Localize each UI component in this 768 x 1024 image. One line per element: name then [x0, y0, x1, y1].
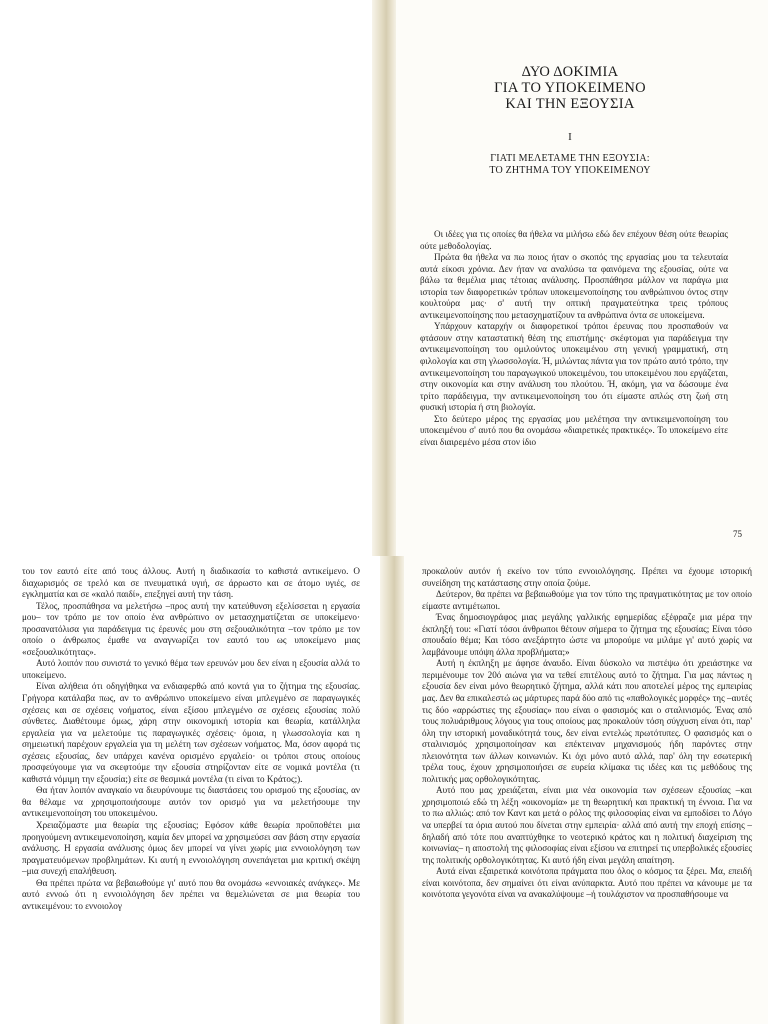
title-line: ΔΥΟ ΔΟΚΙΜΙΑ	[521, 64, 619, 80]
paragraph: Θα ήταν λοιπόν αναγκαίο να διευρύνουμε τις διαστάσεις του ορισμού της εξουσίας, αν θα θέλαμε να χρησιμοποιήσουμε αυτόν τον ορισμό για να μελετήσουμε την αντικειμενοποίηση του υποκειμένου.	[22, 785, 360, 819]
section-numeral: I	[568, 131, 572, 143]
paragraph: Είναι αλήθεια ότι οδηγήθηκα να ενδιαφερθώ από κοντά για το ζήτημα της εξουσίας. Γρήγορα κατάλαβα πως, αν το ανθρώπινο υποκείμενο είναι μπλεγμένο σε παραγωγικές σχέσεις και σε σχέσεις νοήματος, είναι εξίσου μπλεγμένο σε σχέσεις εξουσίας πολύ σύνθετες. Διαθέτουμε όμως, χάρη στην οικονομική ιστορία και θεωρία, κατάλληλα εργαλεία για να μελετούμε τις παραγωγικές σχέσεις· όμοια, η γλωσσολογία και η σημειωτική παρέχουν εργαλεία για τη μελέτη των σχέσεων νοήματος. Μα, όσον αφορά τις σχέσεις εξουσίας, δεν υπάρχει κανένα ορισμένο εργαλείο· οι τρόποι στους οποίους προσφεύγουμε για να σκεφτούμε την εξουσία στηρίζονταν είτε σε νομικά μοντέλα (τι καθιστά νόμιμη την εξουσία;) είτε σε θεσμικά μοντέλα (τι είναι το Κράτος;).	[22, 681, 360, 784]
bottom-book-spread	[0, 556, 768, 1024]
paragraph: Ένας δημοσιογράφος μιας μεγάλης γαλλικής εφημερίδας εξέφραζε μια μέρα την έκπληξή του: «Γιατί τόσοι άνθρωποι θέτουν σήμερα το ζήτημα της εξουσίας; Είναι τόσο σπουδαίο θέμα; Και τόσο ανεξάρτητο ώστε να μπορούμε να μιλάμε γι' αυτό χωρίς να λαμβάνουμε υπόψη άλλα προβλήματα;»	[422, 612, 752, 657]
blank-left-page	[0, 0, 372, 556]
page-75	[396, 0, 768, 556]
paragraph: Χρειαζόμαστε μια θεωρία της εξουσίας; Εφόσον κάθε θεωρία προϋποθέτει μια προηγούμενη αντικειμενοποίηση, καμία δεν μπορεί να χρησιμεύσει σαν βάση στην εργασία ανάλυσης. Η εργασία ανάλυσης όμως δεν μπορεί να γίνει χωρίς μια εννοιολόγηση των πραγματευόμενων προβλημάτων. Κι αυτή η εννοιολόγηση συνεπάγεται μια κριτική σκέψη –μια συνεχή επαλήθευση.	[22, 820, 360, 877]
page-number: 75	[733, 529, 742, 539]
paragraph: Αυτό λοιπόν που συνιστά το γενικό θέμα των ερευνών μου δεν είναι η εξουσία αλλά το υποκείμενο.	[22, 658, 360, 680]
page-75-body	[420, 229, 728, 448]
paragraph: Πρώτα θα ήθελα να πω ποιος ήταν ο σκοπός της εργασίας μου τα τελευταία αυτά είκοσι χρόνια. Δεν ήταν να αναλύσω τα φαινόμενα της εξουσίας, ούτε να βάλω τα θεμέλια μιας τέτοιας ανάλυσης. Προσπάθησα μάλλον να παράγω μια ιστορία των διαφορετικών τρόπων υποκειμενοποίησης του ανθρώπινου όντος στην κουλτούρα μας· σ' αυτή την οπτική πραγματεύτηκα τρεις τρόπους αντικειμενοποίησης που μετασχηματίζουν τα ανθρώπινα όντα σε υποκείμενα.	[420, 252, 728, 320]
left-text-page	[0, 556, 380, 1024]
paragraph: του τον εαυτό είτε από τους άλλους. Αυτή η διαδικασία το καθιστά αντικείμενο. Ο διαχωρισμός σε τρελό και σε πνευματικά υγιή, σε άρρωστο και σε άτομο υγιές, σε εγκληματία και σε «καλό παιδί», επεξηγεί αυτή την τάση.	[22, 566, 360, 600]
section-subtitle	[420, 153, 720, 177]
title-line: ΚΑΙ ΤΗΝ ΕΞΟΥΣΙΑ	[505, 96, 635, 112]
paragraph: Θα πρέπει πρώτα να βεβαιωθούμε γι' αυτό που θα ονομάσω «εννοιακές ανάγκες». Με αυτό εννοώ ότι η εννοιολόγηση δεν πρέπει να θεμελιώνεται σε μια θεωρία του αντικειμένου: το εννοιολογ	[22, 877, 360, 911]
title-line: ΓΙΑ ΤΟ ΥΠΟΚΕΙΜΕΝΟ	[494, 80, 646, 96]
right-text-page	[404, 556, 768, 1024]
paragraph: Υπάρχουν καταρχήν οι διαφορετικοί τρόποι έρευνας που προσπαθούν να φτάσουν στην καταστατική θέση της επιστήμης· σκέφτομαι για παράδειγμα την αντικειμενοποίηση του ομιλούντος υποκειμένου στη γενική γραμματική, στη φιλολογία και στη γλωσσολογία. Ή, μιλώντας πάντα για τον πρώτο αυτό τρόπο, την αντικειμενοποίηση του παραγωγικού υποκειμένου, του υποκειμένου που εργάζεται, στην οικονομία και στην ανάλυση του πλούτου. Ή, ακόμη, για να δώσουμε ένα τρίτο παράδειγμα, την αντικειμενοποίηση του ότι είμαστε απλώς στη ζωή στη φυσική ιστορία ή στη βιολογία.	[420, 321, 728, 413]
subtitle-line: ΤΟ ΖΗΤΗΜΑ ΤΟΥ ΥΠΟΚΕΙΜΕΝΟΥ	[489, 165, 651, 176]
left-page-body	[22, 566, 360, 912]
paragraph: προκαλούν αυτόν ή εκείνο τον τύπο εννοιολόγησης. Πρέπει να έχουμε ιστορική συνείδηση της κατάστασης στην οποία ζούμε.	[422, 566, 752, 588]
paragraph: Αυτή η έκπληξη με άφησε άναυδο. Είναι δύσκολο να πιστέψω ότι χρειάστηκε να περιμένουμε τον 20ό αιώνα για να τεθεί επιτέλους αυτό το ζήτημα. Για μας πάντως η εξουσία δεν είναι μόνο θεωρητικό ζήτημα, αλλά κάτι που αποτελεί μέρος της εμπειρίας μας. Δεν θα επικαλεστώ ως μάρτυρες παρά δύο από τις «παθολογικές μορφές» της –αυτές τις δύο «αρρώστιες της εξουσίας» που είναι ο φασισμός και ο σταλινισμός. Ένας από τους πολυάριθμους λόγους για τους οποίους μας προκαλούν τόση σύγχυση είναι ότι, παρ' όλη την ιστορική μοναδικότητά τους, δεν είναι εντελώς πρωτότυπες. Ο φασισμός και ο σταλινισμός χρησιμοποίησαν και επέκτειναν μηχανισμούς ήδη παρόντες στην πλειονότητα των άλλων κοινωνιών. Κι όχι μόνο αυτό αλλά, παρ' όλη την εσωτερική τρέλα τους, έχουν χρησιμοποιήσει σε ευρεία κλίμακα τις ιδέες και τις μεθόδους της πολιτικής μας ορθολογικότητας.	[422, 658, 752, 784]
book-gutter	[372, 0, 398, 556]
right-page-body	[422, 566, 752, 901]
paragraph: Στο δεύτερο μέρος της εργασίας μου μελέτησα την αντικειμενοποίηση του υποκειμένου σ' αυτό που θα ονομάσω «διαιρετικές πρακτικές». Το υποκείμενο είτε είναι διαιρεμένο μέσα στον ίδιο	[420, 413, 728, 447]
subtitle-line: ΓΙΑΤΙ ΜΕΛΕΤΑΜΕ ΤΗΝ ΕΞΟΥΣΙΑ:	[490, 153, 650, 164]
book-gutter	[380, 556, 406, 1024]
paragraph: Αυτά είναι εξαιρετικά κοινότοπα πράγματα που όλος ο κόσμος τα ξέρει. Μα, επειδή είναι κοινότοπα, δεν σημαίνει ότι είναι ανύπαρκτα. Αυτό που πρέπει να κάνουμε με τα κοινότοπα γεγονότα είναι να ανακαλύψουμε –ή τουλάχιστον να προσπαθήσουμε να	[422, 866, 752, 900]
paragraph: Αυτό που μας χρειάζεται, είναι μια νέα οικονομία των σχέσεων εξουσίας –και χρησιμοποιώ εδώ τη λέξη «οικονομία» με τη θεωρητική και πρακτική τη έννοια. Για να το πω αλλιώς: από τον Καντ και μετά ο ρόλος της φιλοσοφίας είναι να εμποδίσει το Λόγο να υπερβεί τα όρια αυτού που δίνεται στην εμπειρία· αλλά από αυτή την εποχή επίσης –δηλαδή από τότε που αναπτύχθηκε το νεοτερικό κράτος και η πολιτική διαχείριση της κοινωνίας– η αποστολή της φιλοσοφίας είναι εξίσου να επιτηρεί τις υπερβολικές εξουσίες της πολιτικής ορθολογικότητας. Κι αυτό ήδη είναι μεγάλη απαίτηση.	[422, 785, 752, 865]
paragraph: Τέλος, προσπάθησα να μελετήσω –προς αυτή την κατεύθυνση εξελίσσεται η εργασία μου– τον τρόπο με τον οποίο ένα ανθρώπινο ον μετασχηματίζεται σε υποκείμενο· προσανατόλισα για παράδειγμα τις έρευνές μου στη σεξουαλικότητα –τον τρόπο με τον οποίο ο άνθρωπος έμαθε να αναγνωρίζει τον εαυτό του ως υποκείμενο μιας «σεξουαλικότητας».	[22, 600, 360, 657]
paragraph: Οι ιδέες για τις οποίες θα ήθελα να μιλήσω εδώ δεν επέχουν θέση ούτε θεωρίας ούτε μεθοδολογίας.	[420, 229, 728, 251]
essay-title	[420, 64, 720, 112]
paragraph: Δεύτερον, θα πρέπει να βεβαιωθούμε για τον τύπο της πραγματικότητας με τον οποίο είμαστε αντιμέτωποι.	[422, 589, 752, 611]
